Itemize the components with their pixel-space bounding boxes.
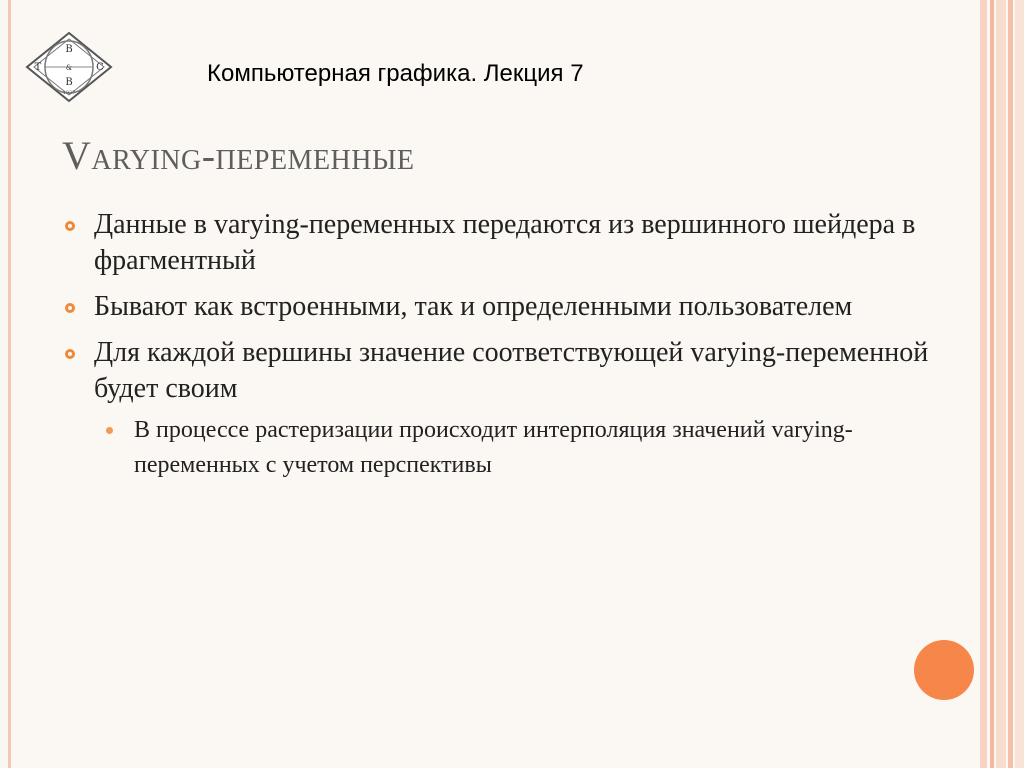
bullet-text: Данные в varying-переменных передаются из вершинного шейдера в фрагментный [94,209,916,276]
lecture-header: Компьютерная графика. Лекция 7 [207,60,584,87]
bullet-ring-icon [65,303,75,313]
decor-stripe [996,0,1006,768]
bullet-ring-icon [65,349,75,359]
decor-stripe [1015,0,1024,768]
svg-text:T: T [34,62,42,73]
bullet-text: Бывают как встроенными, так и определенными пользователем [94,291,853,322]
slide-title: Varying-переменные [62,133,415,178]
svg-text:B: B [65,77,73,88]
decor-stripe [980,0,987,768]
svg-text:1927: 1927 [62,90,76,96]
svg-text:C: C [96,62,104,73]
bullet-item [62,289,942,325]
university-logo-icon [24,30,114,104]
bullet-item [62,335,942,407]
sub-bullet-item [134,413,942,483]
decor-stripe [990,0,994,768]
svg-text:&: & [65,64,73,72]
decor-stripe [1008,0,1013,768]
slide-content [62,207,942,483]
svg-text:B: B [65,44,73,55]
bullet-dot-icon [106,427,113,434]
sub-bullet-text: В процессе растеризации происходит интерполяция значений varying-переменных с учетом перспективы [134,417,853,478]
bullet-item [62,207,942,279]
bullet-ring-icon [65,221,75,231]
decor-circle-icon [914,640,974,700]
bullet-text: Для каждой вершины значение соответствующей varying-переменной будет своим [94,337,929,404]
